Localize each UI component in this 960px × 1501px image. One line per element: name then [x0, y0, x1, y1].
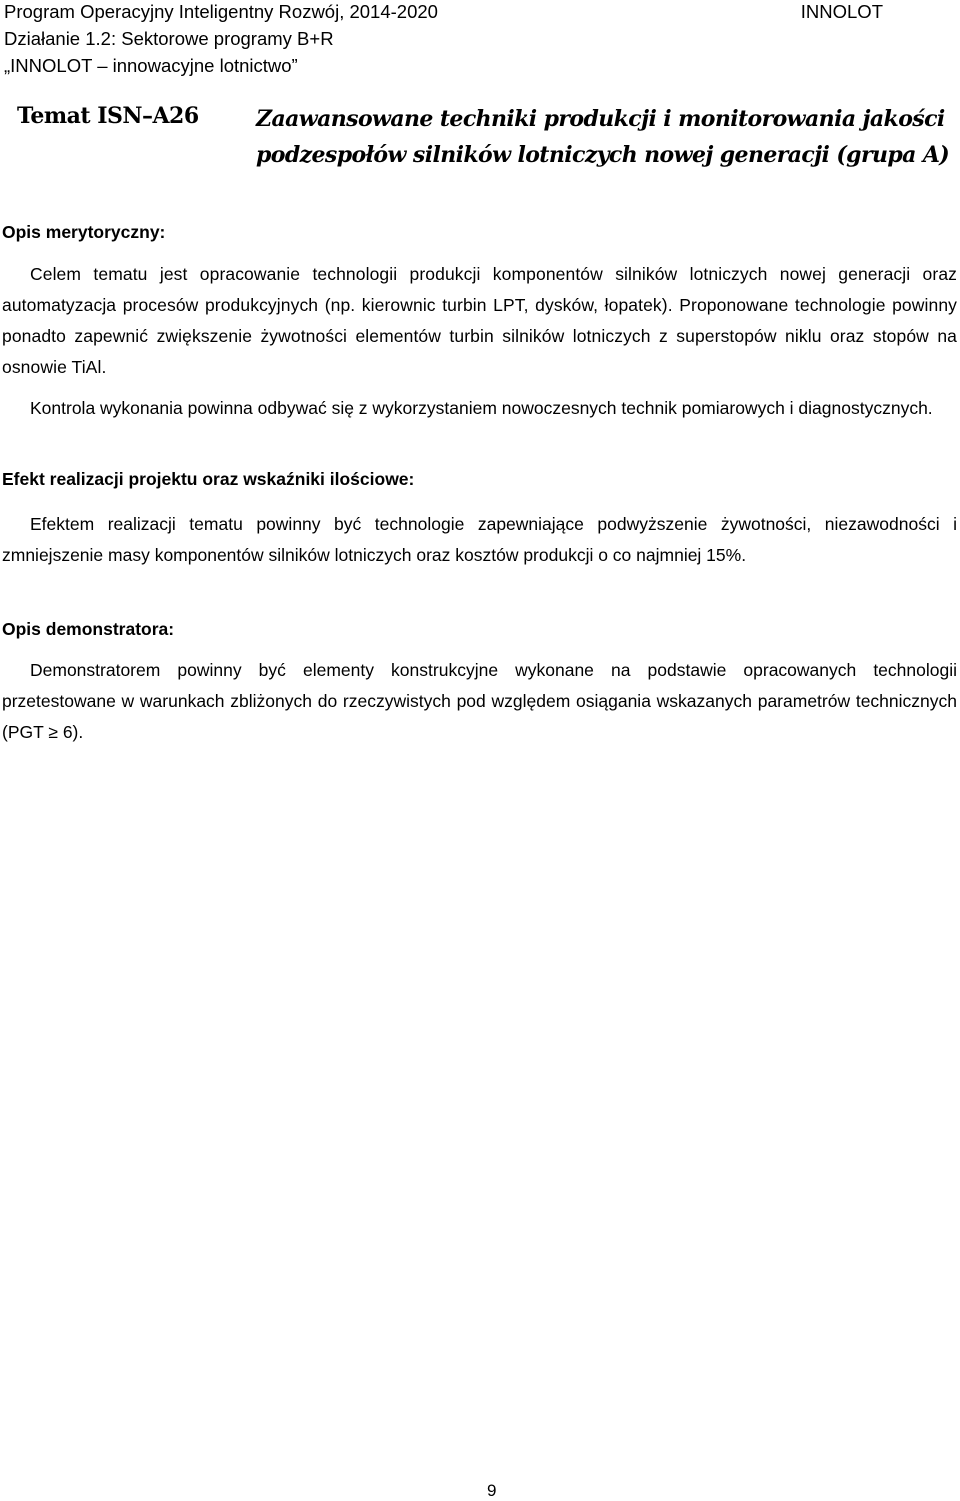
header-action: Działanie 1.2: Sektorowe programy B+R — [4, 28, 334, 49]
demonstrator-paragraph: Demonstratorem powinny być elementy konstrukcyjne wykonane na podstawie opracowanych technologii przetestowane w warunkach zbliżonych do rzeczywistych pod względem osiągania wskazanych parametrów technicznych (PGT ≥ 6). — [2, 660, 957, 742]
effect-paragraph: Efektem realizacji tematu powinny być technologie zapewniające podwyższenie żywotności, niezawodności i zmniejszenie masy komponentów silników lotniczych oraz kosztów produkcji o co najmniej 15%. — [2, 514, 957, 565]
topic-title: Zaawansowane techniki produkcji i monitorowania jakości podzespołów silników lotniczych nowej generacji (grupa A) — [256, 106, 950, 168]
effect-label: Efekt realizacji projektu oraz wskaźniki ilościowe: — [2, 469, 415, 489]
description-paragraph-1: Celem tematu jest opracowanie technologii produkcji komponentów silników lotniczych nowej generacji oraz automatyzacja procesów produkcyjnych (np. kierownic turbin LPT, dysków, łopatek). Proponowane technologie powinny ponadto zapewnić zwiększenie żywotności elementów turbin silników lotniczych z superstopów niklu oraz stopów na osnowie TiAl. — [2, 264, 957, 377]
header-code: INNOLOT — [800, 1, 883, 22]
demonstrator-label: Opis demonstratora: — [2, 619, 175, 639]
header-subtitle: „INNOLOT – innowacyjne lotnictwo” — [4, 55, 298, 76]
description-label: Opis merytoryczny: — [2, 222, 166, 242]
topic-label: Temat ISN–A26 — [17, 103, 199, 129]
header-program: Program Operacyjny Inteligentny Rozwój, 2014-2020 — [4, 1, 438, 22]
description-paragraph-2: Kontrola wykonania powinna odbywać się z wykorzystaniem nowoczesnych technik pomiarowych i diagnostycznych. — [30, 398, 933, 418]
page-number: 9 — [487, 1481, 497, 1500]
